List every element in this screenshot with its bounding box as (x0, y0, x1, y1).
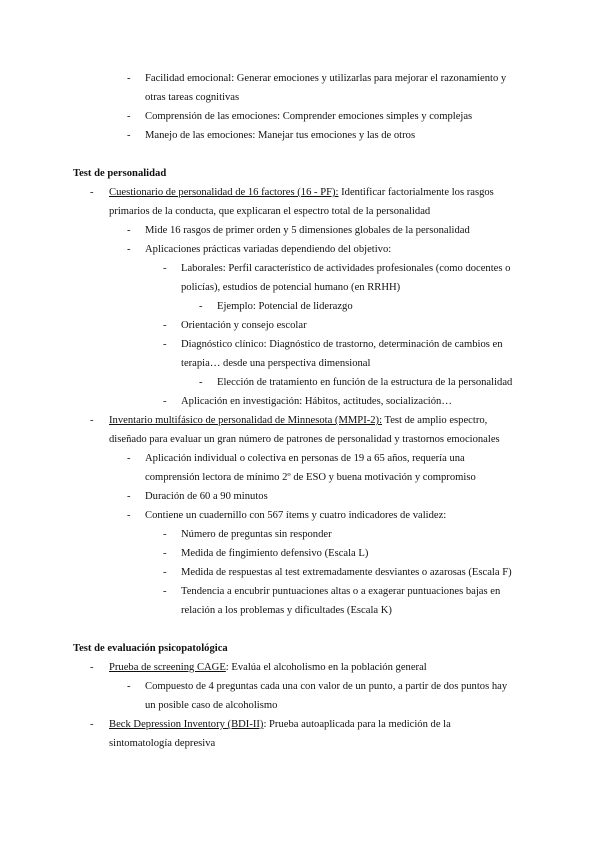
bullet-dash: - (90, 415, 94, 426)
bullet-dash: - (127, 244, 131, 255)
list-item-emotional-facility-line2: otras tareas cognitivas (145, 92, 240, 103)
list-item-mmpi2-duration: Duración de 60 a 90 minutos (145, 491, 268, 502)
bullet-dash: - (163, 396, 167, 407)
bullet-dash: - (90, 719, 94, 730)
bullet-dash: - (163, 548, 167, 559)
bullet-dash: - (163, 567, 167, 578)
bullet-dash: - (199, 301, 203, 312)
list-item-clinical-line1: Diagnóstico clínico: Diagnóstico de trastorno, determinación de cambios en (181, 339, 503, 350)
bullet-dash: - (90, 187, 94, 198)
list-item-cage-questions-line1: Compuesto de 4 preguntas cada una con valor de un punto, a partir de dos puntos hay (145, 681, 508, 692)
list-item-mmpi2-line2: diseñado para evaluar un gran número de patrones de personalidad y trastornos emocionales (109, 434, 500, 445)
mmpi2-title: Inventario multifásico de personalidad de Minnesota (MMPI-2): (109, 415, 383, 426)
bullet-dash: - (127, 130, 131, 141)
list-item-16pf (109, 183, 494, 202)
bullet-dash: - (127, 111, 131, 122)
list-item-16pf-line2: primarios de la conducta, que explicaran el espectro total de la personalidad (109, 206, 431, 217)
list-item-treatment-choice: Elección de tratamiento en función de la estructura de la personalidad (217, 377, 513, 388)
list-item-labor-line1: Laborales: Perfil característico de actividades profesionales (como docentes o (181, 263, 511, 274)
section-heading-psychopathology: Test de evaluación psicopatológica (73, 643, 228, 654)
bullet-dash: - (163, 263, 167, 274)
list-item-scale-k-line1: Tendencia a encubrir puntuaciones altas o a exagerar puntuaciones bajas en (181, 586, 501, 597)
bullet-dash: - (90, 662, 94, 673)
list-item-16pf-traits: Mide 16 rasgos de primer orden y 5 dimensiones globales de la personalidad (145, 225, 470, 236)
list-item-scale-l: Medida de fingimiento defensivo (Escala L) (181, 548, 369, 559)
list-item-mmpi2 (109, 411, 487, 430)
bdi2-title: Beck Depression Inventory (BDI-II) (109, 719, 264, 730)
list-item-emotional-facility-line1: Facilidad emocional: Generar emociones y utilizarlas para mejorar el razonamiento y (145, 73, 507, 84)
bullet-dash: - (127, 510, 131, 521)
list-item-leadership-example: Ejemplo: Potencial de liderazgo (217, 301, 353, 312)
list-item-school-orientation: Orientación y consejo escolar (181, 320, 307, 331)
bullet-dash: - (163, 529, 167, 540)
list-item-clinical-line2: terapia… desde una perspectiva dimensional (181, 358, 371, 369)
bullet-dash: - (199, 377, 203, 388)
bullet-dash: - (163, 586, 167, 597)
cage-description: : Evalúa el alcoholismo en la población general (225, 662, 427, 673)
16pf-description: Identificar factorialmente los rasgos (338, 187, 494, 198)
list-item-16pf-applications: Aplicaciones prácticas variadas dependiendo del objetivo: (145, 244, 392, 255)
bullet-dash: - (163, 339, 167, 350)
bullet-dash: - (127, 453, 131, 464)
list-item-cage-questions-line2: un posible caso de alcoholismo (145, 700, 278, 711)
list-item-scale-k-line2: relación a los problemas y dificultades (Escala K) (181, 605, 392, 616)
list-item-cage (109, 658, 427, 677)
list-item-labor-line2: policías), estudios de potencial humano (en RRHH) (181, 282, 401, 293)
cage-title: Prueba de screening CAGE (109, 662, 226, 673)
16pf-title: Cuestionario de personalidad de 16 factores (16 - PF): (109, 187, 339, 198)
mmpi2-description: Test de amplio espectro, (382, 415, 488, 426)
section-heading-personality: Test de personalidad (73, 168, 167, 179)
list-item-mmpi2-booklet: Contiene un cuadernillo con 567 ítems y cuatro indicadores de validez: (145, 510, 447, 521)
list-item-mmpi2-application-line1: Aplicación individual o colectiva en personas de 19 a 65 años, requería una (145, 453, 465, 464)
bullet-dash: - (127, 491, 131, 502)
list-item-bdi2-line2: sintomatología depresiva (109, 738, 216, 749)
list-item-emotion-management: Manejo de las emociones: Manejar tus emociones y las de otros (145, 130, 416, 141)
list-item-research-application: Aplicación en investigación: Hábitos, actitudes, socialización… (181, 396, 452, 407)
bdi2-description: : Prueba autoaplicada para la medición de la (263, 719, 451, 730)
list-item-mmpi2-application-line2: comprensión lectora de mínimo 2º de ESO y buena motivación y compromiso (145, 472, 476, 483)
list-item-emotion-comprehension: Comprensión de las emociones: Comprender emociones simples y complejas (145, 111, 473, 122)
list-item-scale-f: Medida de respuestas al test extremadamente desviantes o azarosas (Escala F) (181, 567, 512, 578)
bullet-dash: - (127, 73, 131, 84)
bullet-dash: - (127, 681, 131, 692)
bullet-dash: - (127, 225, 131, 236)
bullet-dash: - (163, 320, 167, 331)
list-item-unanswered: Número de preguntas sin responder (181, 529, 332, 540)
list-item-bdi2 (109, 715, 451, 734)
